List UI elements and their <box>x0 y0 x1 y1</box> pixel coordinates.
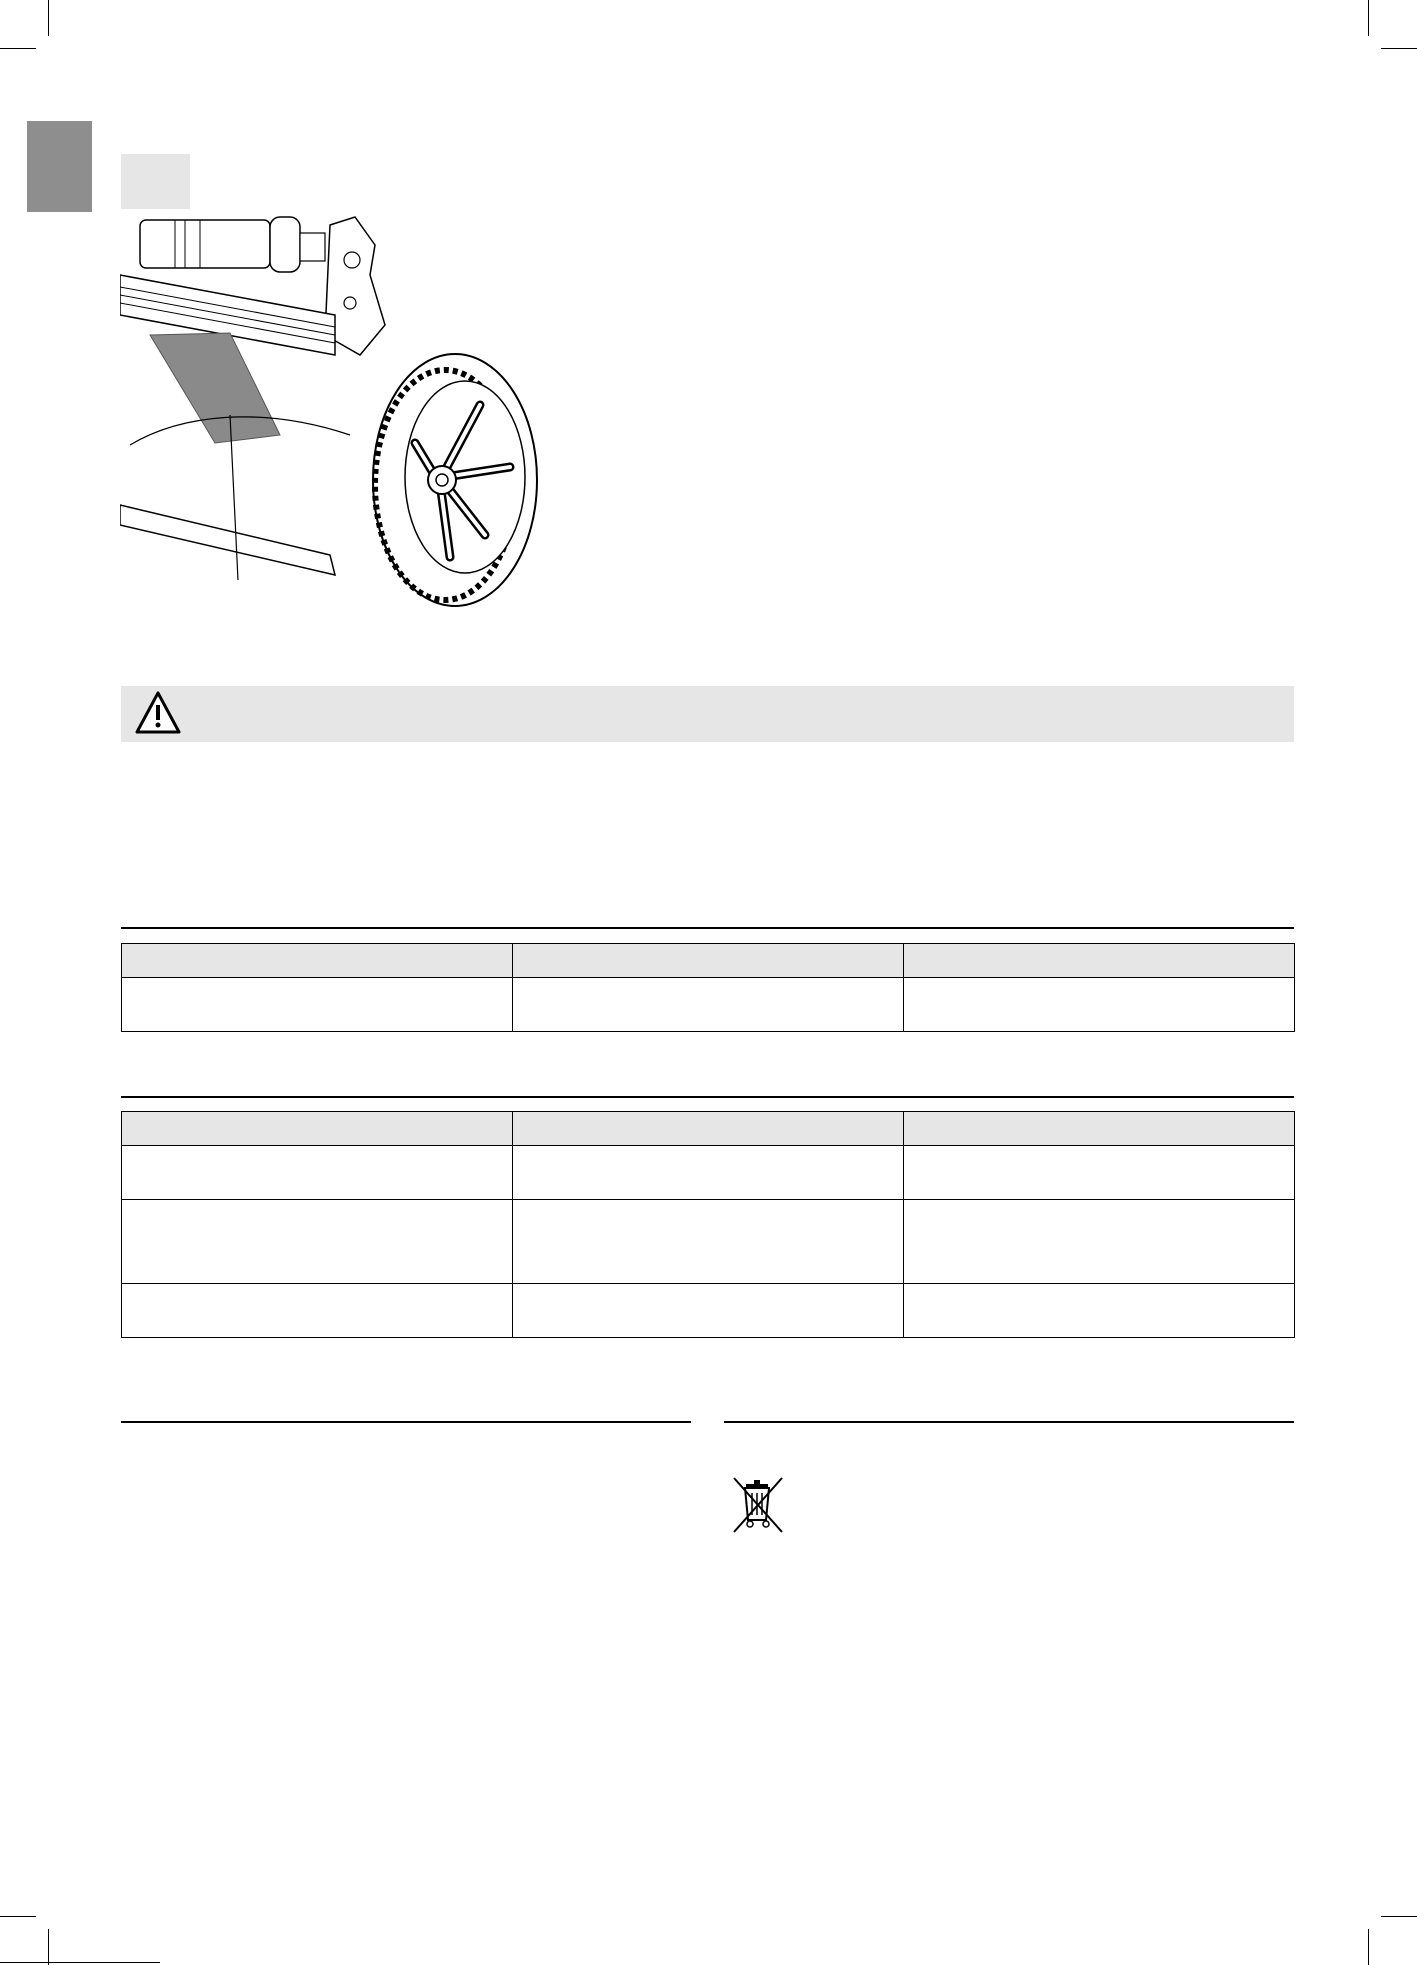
crop-mark <box>0 1962 160 1963</box>
table-header-cell <box>513 944 904 978</box>
table-cell <box>904 1284 1295 1338</box>
crop-mark <box>0 1916 36 1917</box>
table-header-cell <box>513 1112 904 1146</box>
table-header-cell <box>122 944 513 978</box>
crop-mark <box>48 0 49 36</box>
section-rule <box>121 927 1294 929</box>
table-header-cell <box>904 944 1295 978</box>
table-cell <box>122 1284 513 1338</box>
data-table-1 <box>121 943 1295 1032</box>
table-cell <box>122 1146 513 1200</box>
table-cell <box>904 978 1295 1032</box>
crop-mark <box>1368 0 1369 36</box>
warning-bar <box>121 686 1294 742</box>
crop-mark <box>1381 1916 1417 1917</box>
table-cell <box>904 1146 1295 1200</box>
crop-mark <box>0 48 36 49</box>
table-cell <box>513 1200 904 1284</box>
table-header-cell <box>904 1112 1295 1146</box>
table-cell <box>122 1200 513 1284</box>
table-row <box>122 978 1295 1032</box>
table-cell <box>513 1146 904 1200</box>
section-rule-left <box>121 1421 691 1423</box>
crossed-out-wheelie-bin-icon <box>730 1474 786 1536</box>
reel-mower-wheel-illustration <box>120 205 540 625</box>
section-rule-right <box>724 1421 1294 1423</box>
table-header-cell <box>122 1112 513 1146</box>
table-cell <box>513 978 904 1032</box>
table-cell <box>122 978 513 1032</box>
side-language-tab <box>27 121 92 212</box>
warning-triangle-icon <box>134 689 182 737</box>
table-row <box>122 1284 1295 1338</box>
crop-mark <box>1381 48 1417 49</box>
data-table-2 <box>121 1111 1295 1338</box>
table-header-row <box>122 944 1295 978</box>
section-rule <box>121 1096 1294 1098</box>
figure-number-box <box>121 154 190 209</box>
table-row <box>122 1200 1295 1284</box>
crop-mark <box>1368 1929 1369 1965</box>
table-row <box>122 1146 1295 1200</box>
table-cell <box>904 1200 1295 1284</box>
crop-mark <box>48 1929 49 1965</box>
table-cell <box>513 1284 904 1338</box>
table-header-row <box>122 1112 1295 1146</box>
